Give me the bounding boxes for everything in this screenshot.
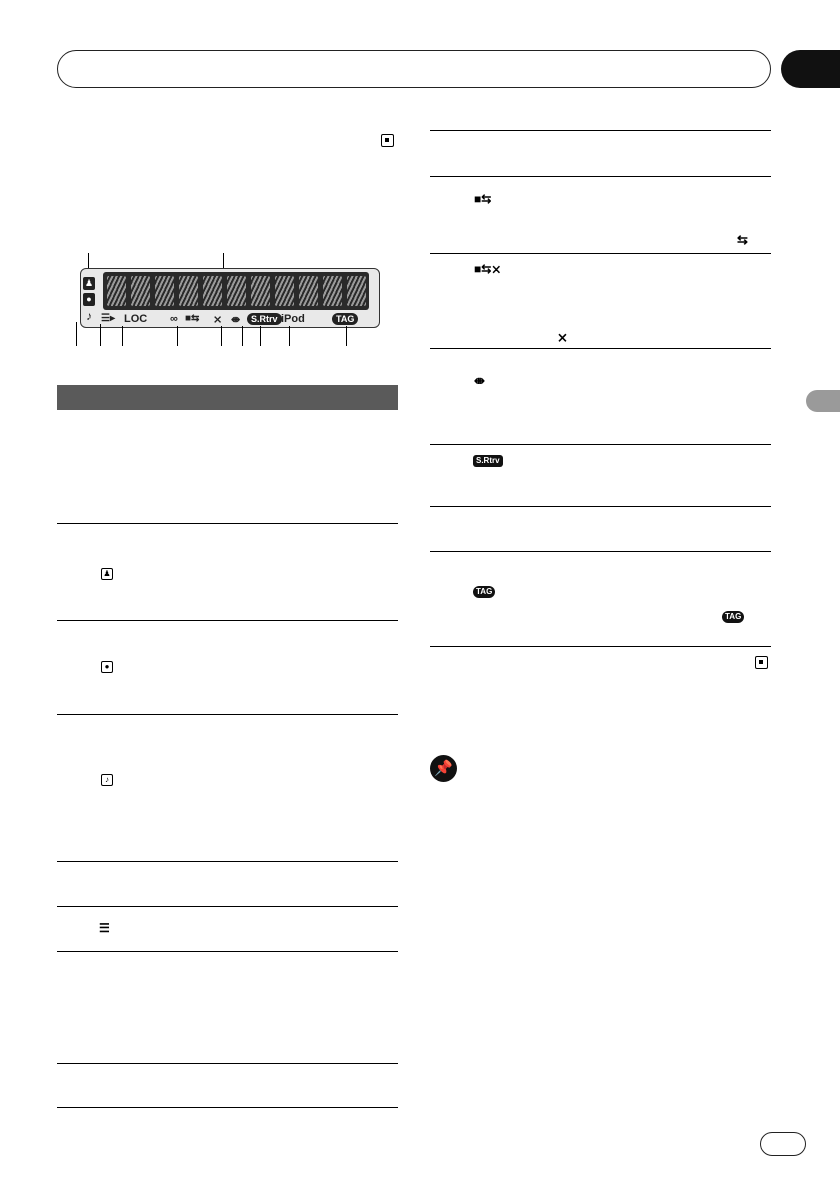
ipod-indicator: iPod bbox=[281, 313, 305, 325]
tag-badge: TAG bbox=[473, 586, 495, 598]
table-rule bbox=[430, 444, 771, 445]
disc-icon: ● bbox=[83, 293, 95, 306]
loc-indicator: LOC bbox=[124, 313, 148, 325]
table-rule bbox=[57, 523, 398, 524]
folder-repeat-icon: ■⇆ bbox=[474, 192, 492, 206]
segment-char bbox=[251, 276, 270, 306]
shuffle-icon: ⇼ bbox=[474, 373, 485, 388]
repeat-icon: ⇆ bbox=[737, 232, 748, 247]
table-rule bbox=[430, 348, 771, 349]
table-rule bbox=[430, 551, 771, 552]
disc-icon: ● bbox=[101, 661, 113, 673]
stereo-icon: ∞ bbox=[170, 313, 178, 325]
segment-char bbox=[155, 276, 174, 306]
shuffle-icon: ⇼ bbox=[231, 314, 241, 326]
page-language-badge bbox=[760, 1132, 806, 1156]
segment-char bbox=[227, 276, 246, 306]
table-rule bbox=[57, 620, 398, 621]
table-rule bbox=[430, 130, 771, 131]
callout-line bbox=[122, 326, 123, 346]
end-mark-icon bbox=[755, 656, 768, 669]
callout-line bbox=[260, 326, 261, 346]
folder-random-icon: ■⇆⨯ bbox=[474, 262, 502, 276]
important-pin-icon: 📌 bbox=[430, 755, 457, 782]
segment-char bbox=[107, 276, 126, 306]
table-rule bbox=[430, 253, 771, 254]
table-rule bbox=[430, 646, 771, 647]
sound-retriever-badge: S.Rtrv bbox=[247, 313, 282, 325]
artist-icon: ♟ bbox=[101, 568, 113, 580]
callout-line bbox=[177, 326, 178, 346]
segment-char bbox=[275, 276, 294, 306]
end-mark-icon bbox=[381, 134, 394, 147]
callout-line bbox=[221, 326, 222, 346]
table-rule bbox=[57, 951, 398, 952]
segment-char bbox=[203, 276, 222, 306]
callout-line bbox=[76, 322, 77, 346]
segment-char bbox=[131, 276, 150, 306]
callout-line bbox=[100, 324, 101, 346]
callout-line bbox=[242, 326, 243, 346]
tag-badge-inline: TAG bbox=[722, 611, 744, 623]
side-section-tab bbox=[806, 390, 840, 412]
table-rule bbox=[57, 861, 398, 862]
left-table-header bbox=[57, 385, 398, 410]
sound-retriever-badge: S.Rtrv bbox=[473, 455, 503, 467]
segment-char bbox=[347, 276, 366, 306]
folder-repeat-icon: ■⇆ bbox=[185, 313, 200, 324]
random-all-icon: ⨯ bbox=[213, 314, 223, 326]
song-icon: ♪ bbox=[101, 774, 113, 786]
song-icon: ♪ bbox=[83, 310, 95, 323]
callout-line bbox=[289, 326, 290, 346]
table-rule bbox=[57, 1063, 398, 1064]
tag-badge: TAG bbox=[332, 313, 358, 325]
callout-line bbox=[346, 326, 347, 346]
segment-char bbox=[299, 276, 318, 306]
section-tab bbox=[781, 50, 840, 88]
random-all-icon: ⨯ bbox=[557, 330, 568, 345]
segment-char bbox=[179, 276, 198, 306]
list-icon: ☰ bbox=[99, 921, 110, 935]
table-rule bbox=[57, 906, 398, 907]
table-rule bbox=[430, 506, 771, 507]
table-rule bbox=[57, 1107, 398, 1108]
table-rule bbox=[430, 176, 771, 177]
segment-char bbox=[323, 276, 342, 306]
header-bar bbox=[57, 50, 771, 88]
table-rule bbox=[57, 714, 398, 715]
artist-icon: ♟ bbox=[84, 278, 94, 288]
list-icon: ☰▸ bbox=[101, 313, 115, 324]
